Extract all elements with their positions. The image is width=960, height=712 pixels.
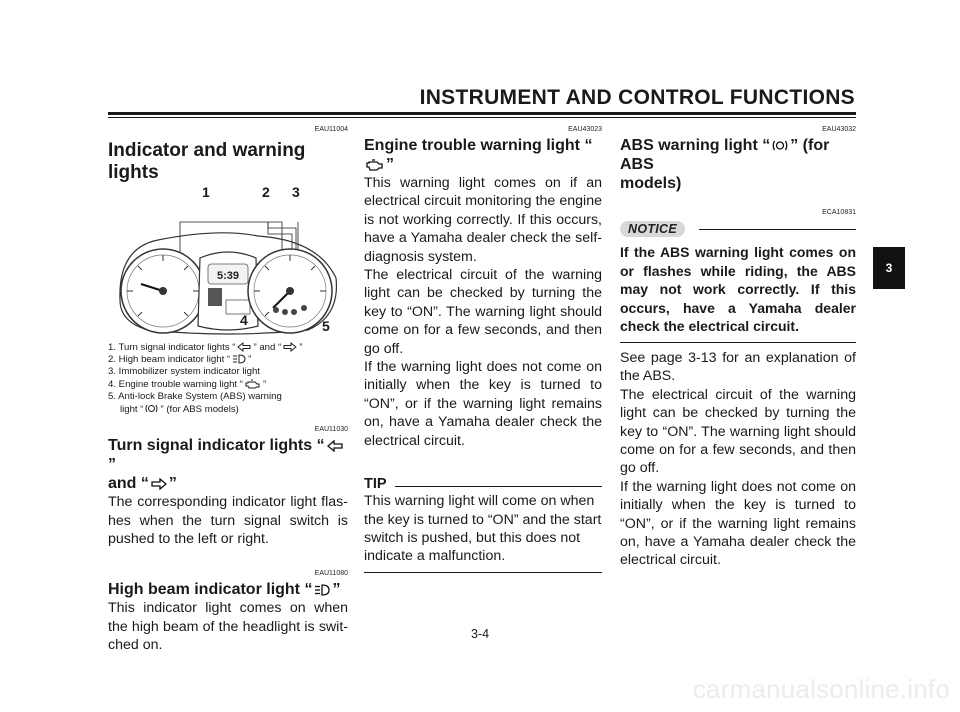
figure-captions — [108, 342, 348, 416]
caption-3: 3. Immobilizer system indicator light — [108, 366, 260, 378]
turn-signal-description: The corresponding indicator light flas-hes when the turn signal switch is pushed to the left or right. — [108, 494, 348, 548]
high-beam-icon — [314, 584, 330, 596]
figure-callout-5: 5 — [322, 318, 330, 334]
chapter-tab: 3 — [873, 247, 905, 289]
abs-icon — [145, 403, 158, 414]
engine-trouble-dealer: If the warning light does not come on initially when the key is turned to “ON”, or if the warning light remains on, have a Yamaha dealer check the electrical circuit. — [364, 359, 602, 449]
page-number: 3-4 — [470, 627, 490, 641]
abs-see-page: See page 3-13 for an explanation of the ABS. — [620, 349, 856, 385]
engine-trouble-check: The electrical circuit of the warning light can be checked by turning the key to “ON”. The warning light should come on for a few seconds, and then go off. — [364, 267, 602, 357]
notice-header — [620, 221, 856, 237]
figure-callout-4: 4 — [240, 312, 248, 328]
header-rule — [108, 112, 856, 115]
figure-callout-1: 1 — [202, 184, 210, 200]
engine-trouble-description: This warning light comes on if an electrical circuit monitoring the engine is not working correctly. If this occurs, have a Yamaha dealer check the self-diagnosis system. — [364, 175, 602, 265]
section-title-abs-warning: ABS warning light “ ” (for ABS models) — [620, 137, 830, 192]
tip-end-rule — [364, 572, 602, 573]
abs-check: The electrical circuit of the warning light can be checked by turning the key to “ON”. The warning light should come on for a few seconds, and then go off. — [620, 386, 856, 477]
figure-callout-3: 3 — [292, 184, 300, 200]
abs-dealer: If the warning light does not come on initially when the key is turned to “ON”, or if the warning light remains on, have a Yamaha dealer check the electrical circuit. — [620, 478, 856, 569]
notice-badge: NOTICE — [620, 221, 685, 237]
section-title-indicator-warning-lights: Indicator and warning lights — [108, 140, 306, 183]
tip-text: This warning light will come on when the key is turned to “ON” and the start switch is pushed, but this does not indicate a malfunction. — [364, 493, 602, 565]
engine-trouble-icon — [366, 159, 384, 171]
tip-block — [364, 476, 602, 573]
caption-2: 2. High beam indicator light “ ” — [108, 354, 252, 366]
column-3 — [620, 118, 856, 570]
section-code: EAU43023 — [568, 126, 602, 133]
engine-trouble-icon — [245, 379, 261, 389]
page-header-title: INSTRUMENT AND CONTROL FUNCTIONS — [419, 86, 855, 109]
notice-text: If the ABS warning light comes on or flashes while riding, the ABS may not work correctly. If this occurs, have a Yamaha dealer check the electrical circuit. — [620, 244, 856, 335]
tip-header — [364, 476, 602, 492]
instrument-cluster-illustration — [108, 188, 348, 338]
section-title-engine-trouble: Engine trouble warning light “” — [364, 137, 593, 173]
section-code: EAU11004 — [314, 126, 348, 133]
section-title-high-beam: High beam indicator light “ ” — [108, 581, 341, 599]
section-code: EAU11030 — [314, 426, 348, 434]
tip-rule — [395, 486, 602, 487]
section-title-turn-signal: Turn signal indicator lights “” and “ ” — [108, 436, 348, 493]
figure-callout-2: 2 — [262, 184, 270, 200]
turn-left-icon — [327, 440, 343, 452]
turn-right-icon — [283, 342, 297, 352]
abs-icon — [772, 139, 788, 152]
high-beam-description: This indicator light comes on when the high beam of the headlight is swit-ched on. — [108, 600, 348, 654]
clock-readout: 5:39 — [216, 270, 240, 282]
section-code: EAU11080 — [314, 570, 348, 578]
caption-4: 4. Engine trouble warning light “ ” — [108, 378, 267, 390]
instrument-cluster-figure — [108, 184, 348, 338]
section-code: EAU43032 — [822, 126, 856, 133]
caption-5: 5. Anti-lock Brake System (ABS) warning light “ ” (for ABS models) — [108, 390, 282, 416]
column-1 — [108, 118, 348, 655]
turn-left-icon — [237, 342, 251, 352]
column-2 — [364, 118, 602, 573]
notice-end-rule — [620, 342, 856, 343]
high-beam-icon — [232, 354, 246, 364]
turn-right-icon — [151, 478, 167, 490]
watermark: carmanualsonline.info — [692, 674, 950, 704]
notice-code: ECA10831 — [822, 209, 856, 216]
notice-rule — [699, 229, 856, 230]
tip-label: TIP — [364, 476, 387, 493]
caption-1: 1. Turn signal indicator lights “ ” and “ ” — [108, 342, 303, 353]
